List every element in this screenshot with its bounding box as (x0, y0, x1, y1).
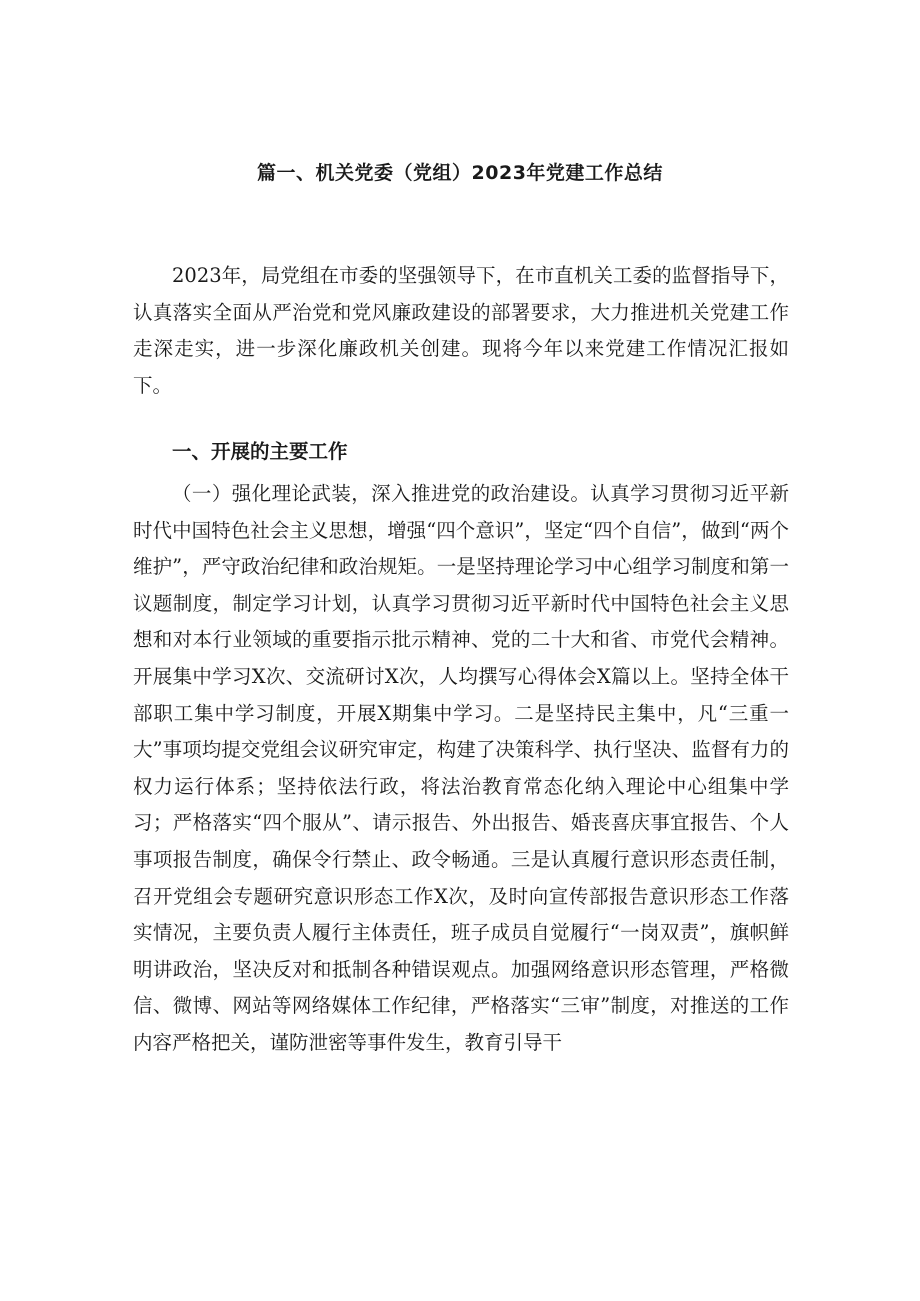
section-paragraph-theory: （一）强化理论武装，深入推进党的政治建设。认真学习贯彻习近平新时代中国特色社会主义思想，增强“四个意识”，坚定“四个自信”，做到“两个维护”，严守政治纪律和政治规矩。一是坚持理论学习中心组学习制度和第一议题制度，制定学习计划，认真学习贯彻习近平新时代中国特色社会主义思想和对本行业领域的重要指示批示精神、党的二十大和省、市党代会精神。开展集中学习X次、交流研讨X次，人均撰写心得体会X篇以上。坚持全体干部职工集中学习制度，开展X期集中学习。二是坚持民主集中，凡“三重一大”事项均提交党组会议研究审定，构建了决策科学、执行坚决、监督有力的权力运行体系；坚持依法行政，将法治教育常态化纳入理论中心组集中学习；严格落实“四个服从”、请示报告、外出报告、婚丧喜庆事宜报告、个人事项报告制度，确保令行禁止、政令畅通。三是认真履行意识形态责任制，召开党组会专题研究意识形态工作X次，及时向宣传部报告意识形态工作落实情况，主要负责人履行主体责任，班子成员自觉履行“一岗双责”，旗帜鲜明讲政治，坚决反对和抵制各种错误观点。加强网络意识形态管理，严格微信、微博、网站等网络媒体工作纪律，严格落实“三审”制度，对推送的工作内容严格把关，谨防泄密等事件发生，教育引导干 (133, 482, 789, 1054)
document-title: 篇一、机关党委（党组）2023年党建工作总结 (257, 162, 663, 184)
section-heading-main-work: 一、开展的主要工作 (172, 440, 348, 463)
intro-paragraph: 2023年，局党组在市委的坚强领导下，在市直机关工委的监督指导下，认真落实全面从严治党和党风廉政建设的部署要求，大力推进机关党建工作走深走实，进一步深化廉政机关创建。现将今年以来党建工作情况汇报如下。 (133, 264, 789, 397)
